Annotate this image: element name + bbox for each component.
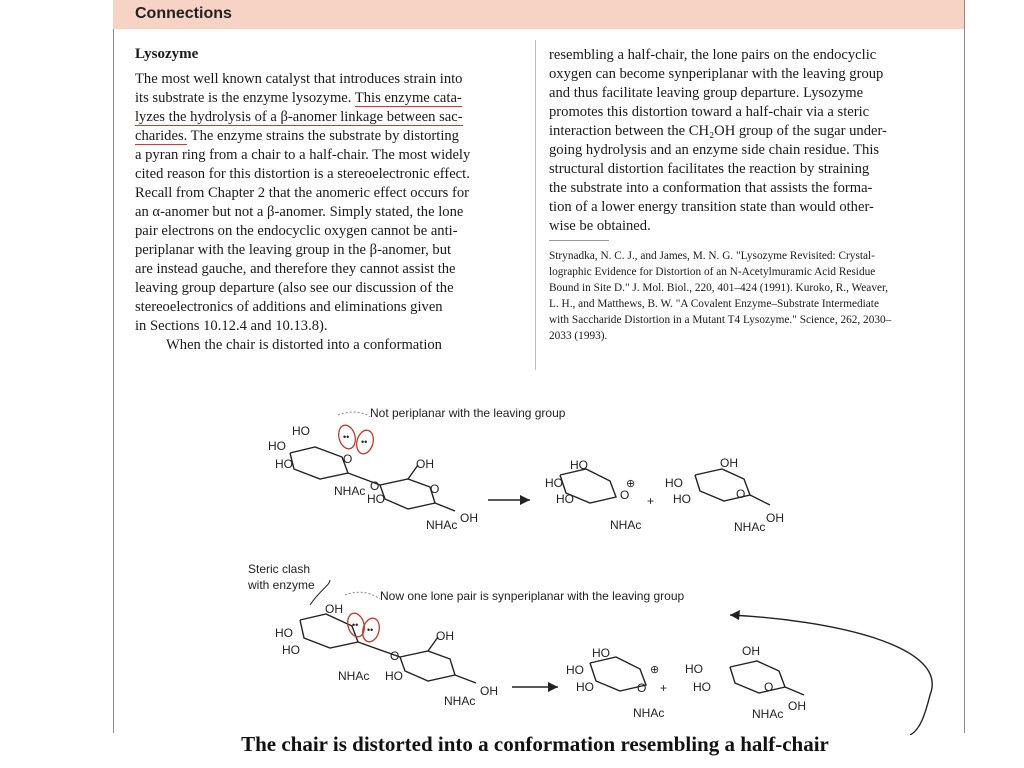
label-o: O <box>637 681 647 695</box>
text-line: the substrate into a conformation that assists the forma- <box>549 180 873 196</box>
text-span: its substrate is the enzyme lysozyme. <box>135 90 355 106</box>
section-title: Lysozyme <box>135 46 199 62</box>
label-o: O <box>390 649 400 663</box>
label-ho: HO <box>556 492 574 506</box>
label-ho: HO <box>665 476 683 490</box>
pyranose-ring <box>290 447 348 479</box>
reference-line: Strynadka, N. C. J., and James, M. N. G. "Lysozyme Revisited: Crystal- <box>549 250 875 262</box>
label-ho: HO <box>367 492 385 506</box>
label-ho: HO <box>592 646 610 660</box>
label-nhac: NHAc <box>734 520 766 534</box>
label-ho: HO <box>268 439 286 453</box>
label-nhac: NHAc <box>426 518 458 532</box>
text-line: wise be obtained. <box>549 218 651 234</box>
label-o: O <box>430 482 440 496</box>
lone-pair-dots: •• <box>361 437 368 447</box>
text-line <box>135 127 520 146</box>
label-ho: HO <box>292 424 310 438</box>
label-o: O <box>764 680 774 694</box>
oxocarbenium-charge: ⊕ <box>626 478 636 490</box>
label-ho: HO <box>566 663 584 677</box>
text-line: Recall from Chapter 2 that the anomeric effect occurs for <box>135 185 470 201</box>
text-line: cited reason for this distortion is a stereoelectronic effect. <box>135 166 470 182</box>
reference-line: 2033 (1993). <box>549 330 608 342</box>
plus-sign: + <box>660 681 668 695</box>
text-line: structural distortion facilitates the reaction by straining <box>549 161 870 177</box>
label-ho: HO <box>385 669 403 683</box>
label-ho: HO <box>282 643 300 657</box>
header-title: Connections <box>135 5 232 22</box>
lone-pair-dots: •• <box>367 625 374 635</box>
text-line: and thus facilitate leaving group departure. Lysozyme <box>549 85 864 101</box>
label-o: O <box>370 479 380 493</box>
label-oh: OH <box>416 457 434 471</box>
text-line: The most well known catalyst that introduces strain into <box>135 71 463 87</box>
label-oh: OH <box>766 511 784 525</box>
label-oh: OH <box>460 511 478 525</box>
reference-line: with Saccharide Distortion in a Mutant T4 Lysozyme." Science, 262, 2030– <box>549 314 892 326</box>
text-line: an α-anomer but not a β-anomer. Simply stated, the lone <box>135 204 464 220</box>
plus-sign: + <box>647 494 655 508</box>
label-ho: HO <box>275 457 293 471</box>
reference-line: L. H., and Matthews, B. W. "A Covalent Enzyme–Substrate Intermediate <box>549 298 879 310</box>
oxocarbenium-charge: ⊕ <box>650 664 660 676</box>
text-line: leaving group departure (also see our discussion of the <box>135 280 454 296</box>
reference-line: Bound in Site D." J. Mol. Biol., 220, 401–424 (1991). Kuroko, R., Weaver, <box>549 282 889 294</box>
references <box>549 248 939 344</box>
label-nhac: NHAc <box>752 707 784 721</box>
reference-rule <box>549 240 609 241</box>
label-oh: OH <box>325 602 343 616</box>
text-line <box>135 89 520 108</box>
text-line: resembling a half-chair, the lone pairs on the endocyclic <box>549 47 877 63</box>
label-ho: HO <box>693 680 711 694</box>
underlined-text: This enzyme cata- <box>354 90 462 106</box>
text-line: oxygen can become synperiplanar with the leaving group <box>549 66 884 82</box>
pyranose-ring <box>380 479 435 509</box>
column-divider <box>535 40 536 370</box>
annotation-steric-clash: Steric clash <box>248 562 311 576</box>
label-nhac: NHAc <box>334 484 366 498</box>
label-o: O <box>736 487 746 501</box>
underlined-text: charides. <box>135 128 188 144</box>
lone-pair-dots: •• <box>352 620 359 630</box>
text-line: tion of a lower energy transition state than would other- <box>549 199 874 215</box>
reference-line: lographic Evidence for Distortion of an N-Acetylmuramic Acid Residue <box>549 266 876 278</box>
label-oh: OH <box>720 456 738 470</box>
label-oh: OH <box>436 629 454 643</box>
right-column <box>549 46 949 236</box>
label-nhac: NHAc <box>610 518 642 532</box>
label-oh: OH <box>742 644 760 658</box>
label-ho: HO <box>545 476 563 490</box>
label-nhac: NHAc <box>338 669 370 683</box>
reaction-diagram <box>230 395 950 735</box>
text-line: stereoelectronics of additions and eliminations given <box>135 299 443 315</box>
label-oh: OH <box>788 699 806 713</box>
annotation-not-periplanar: Not periplanar with the leaving group <box>370 406 566 420</box>
left-column <box>135 70 520 355</box>
text-line: When the chair is distorted into a conformation <box>166 337 442 353</box>
label-ho: HO <box>570 458 588 472</box>
text-line: pair electrons on the endocyclic oxygen cannot be anti- <box>135 223 458 239</box>
label-o: O <box>343 452 353 466</box>
arrowhead <box>520 495 530 505</box>
annotation-synperiplanar: Now one lone pair is synperiplanar with the leaving group <box>380 589 685 603</box>
lone-pair-dots: •• <box>343 432 350 442</box>
text-span: The enzyme strains the substrate by distorting <box>187 128 459 144</box>
label-o: O <box>620 488 630 502</box>
label-ho: HO <box>685 662 703 676</box>
label-oh: OH <box>480 684 498 698</box>
text-line: are instead gauche, and therefore they cannot assist the <box>135 261 456 277</box>
annotation-with-enzyme: with enzyme <box>248 578 315 592</box>
text-line: interaction between the CH₂OH group of the sugar under- <box>549 123 887 139</box>
pyranose-ring <box>730 661 785 693</box>
text-line <box>135 108 520 127</box>
text-line: in Sections 10.12.4 and 10.13.8). <box>135 318 328 334</box>
label-ho: HO <box>576 680 594 694</box>
text-line: a pyran ring from a chair to a half-chair. The most widely <box>135 147 471 163</box>
label-nhac: NHAc <box>444 694 476 708</box>
label-ho: HO <box>275 626 293 640</box>
text-line: going hydrolysis and an enzyme side chain residue. This <box>549 142 880 158</box>
slide-caption: The chair is distorted into a conformation resembling a half-chair <box>241 732 829 756</box>
label-nhac: NHAc <box>633 706 665 720</box>
pyranose-ring <box>400 651 455 681</box>
text-line: periplanar with the leaving group in the β-anomer, but <box>135 242 452 258</box>
arrowhead <box>548 682 558 692</box>
label-ho: HO <box>673 492 691 506</box>
text-line: promotes this distortion toward a half-chair via a steric <box>549 104 870 120</box>
arrowhead <box>730 610 740 620</box>
header-bar <box>113 0 964 29</box>
underlined-text: lyzes the hydrolysis of a β-anomer linkage between sac- <box>135 109 463 125</box>
